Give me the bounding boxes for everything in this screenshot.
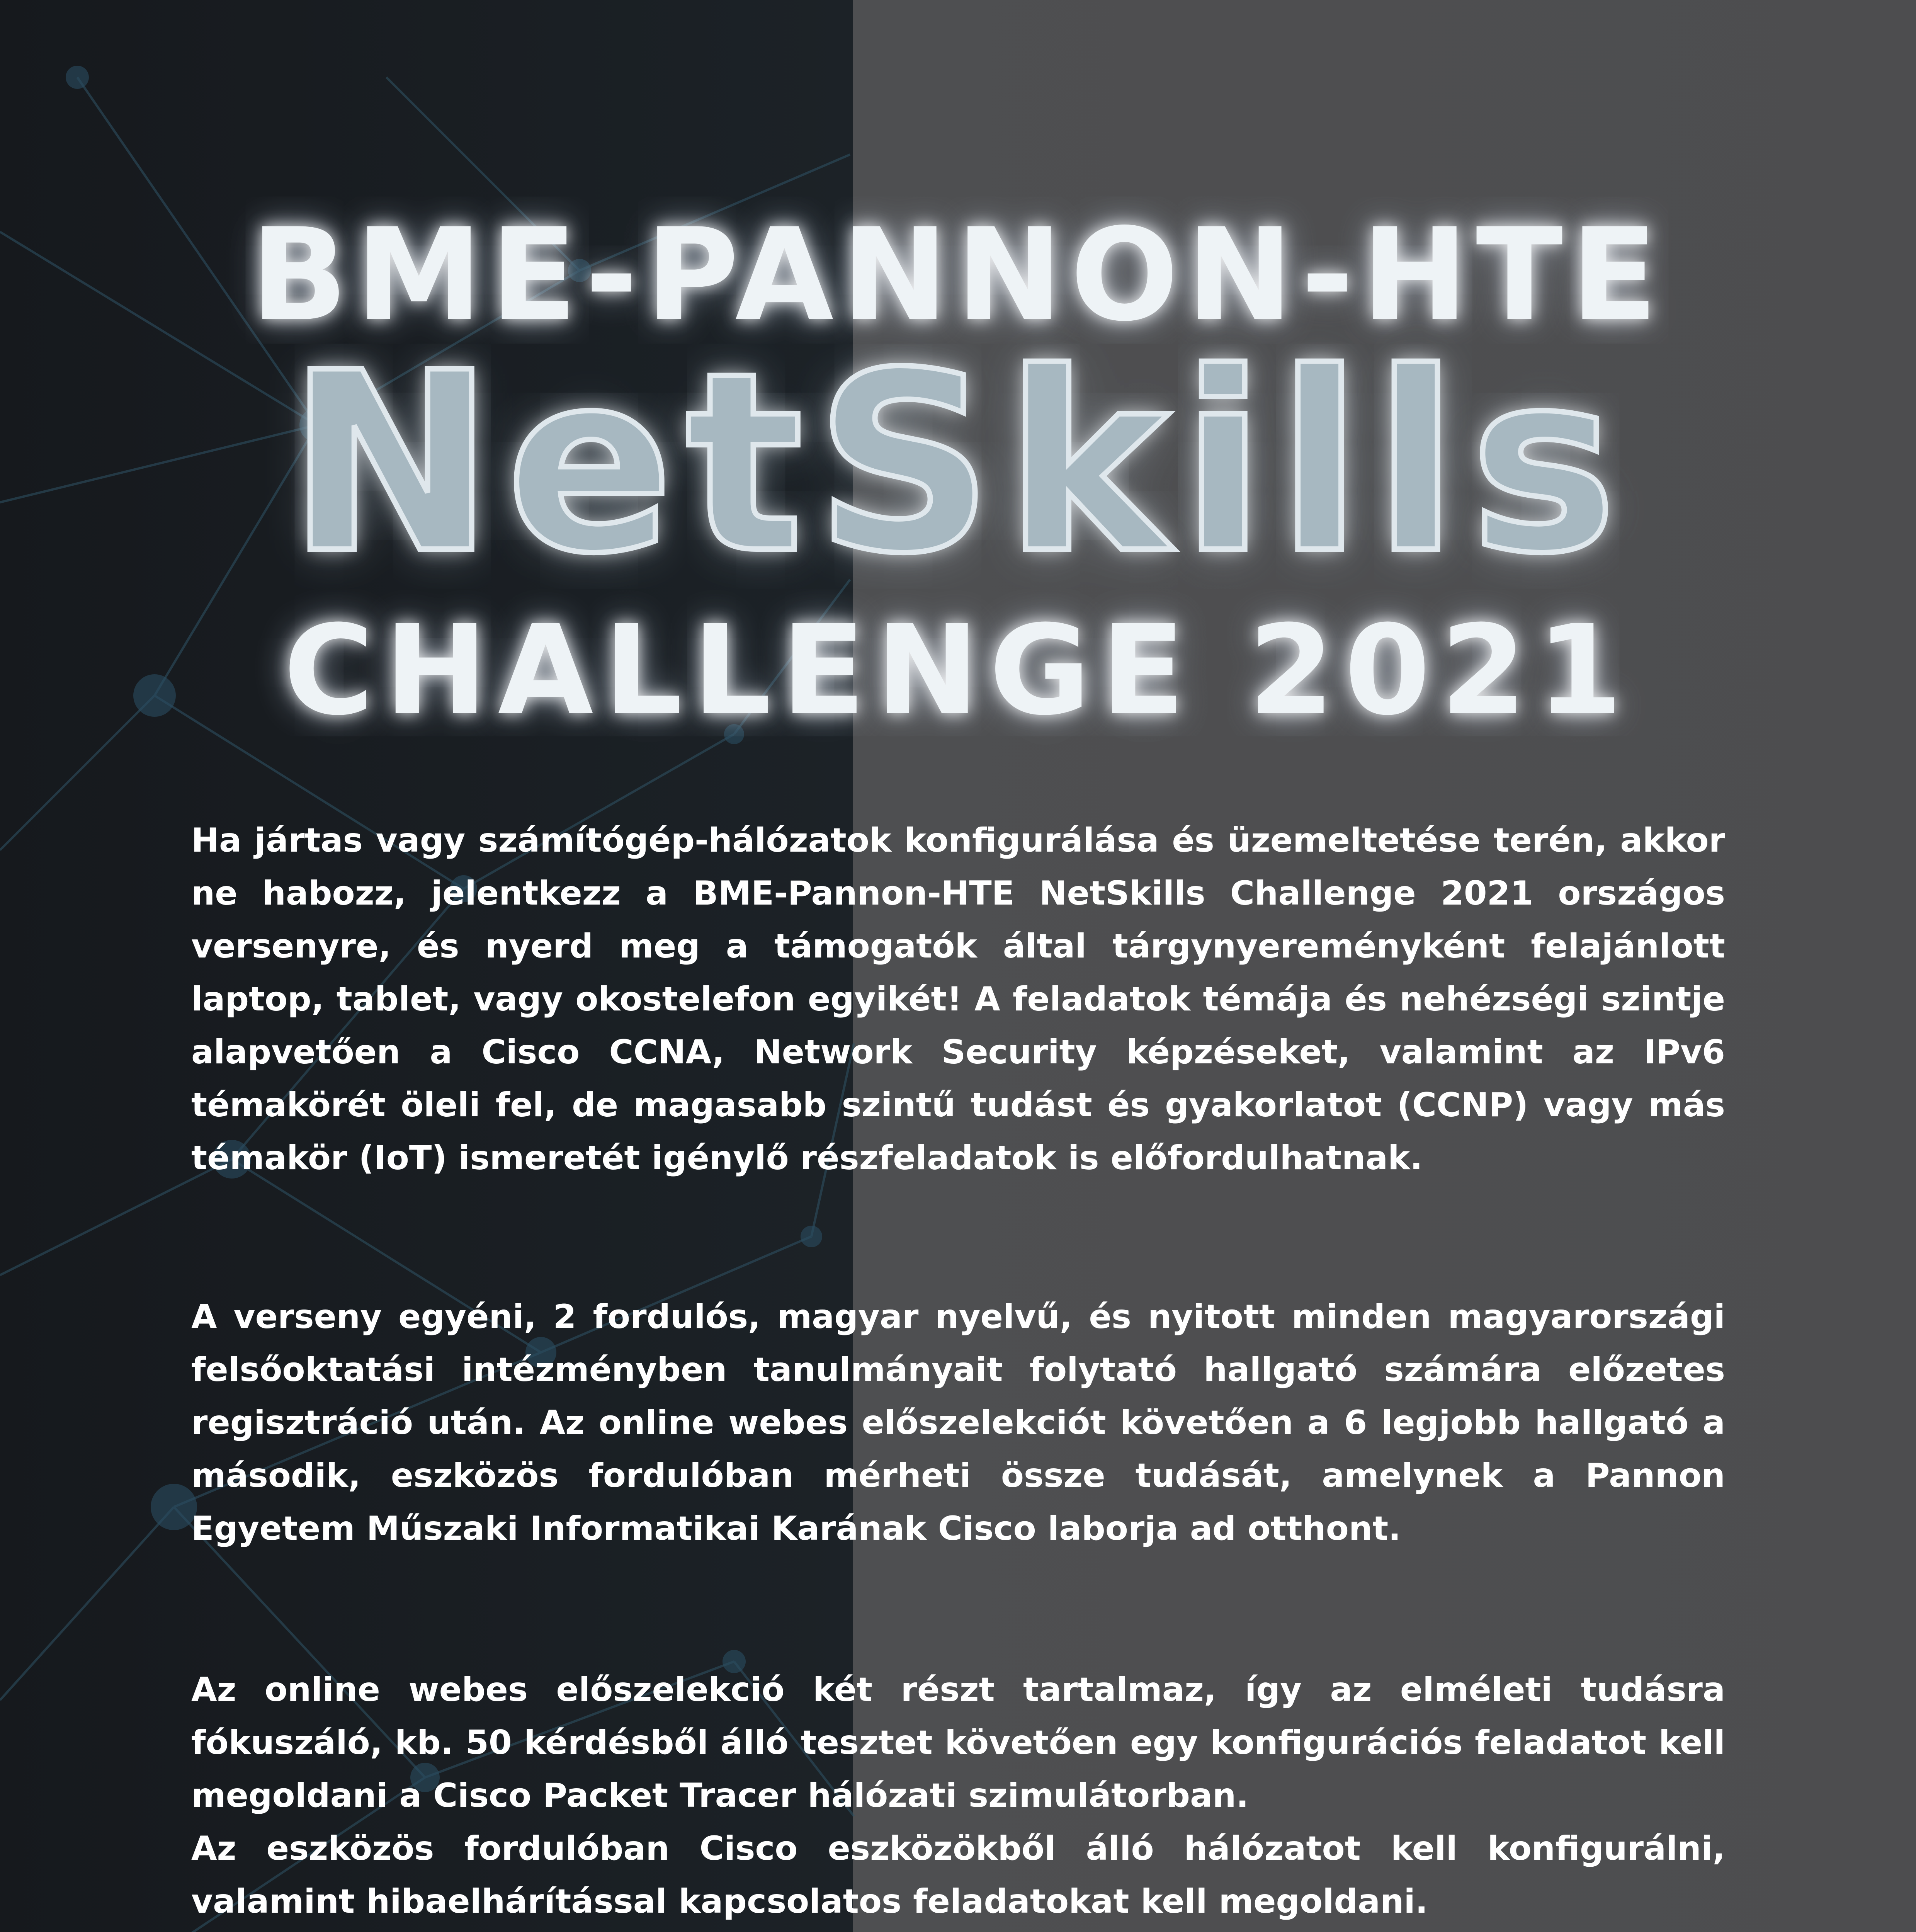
title-line-netskills: NetSkills: [287, 320, 1629, 607]
intro-paragraph: Ha jártas vagy számítógép-hálózatok konfigurálása és üzemeltetése terén, akkor ne habozz, jelentkezz a BME-Pannon-HTE NetSkills Challenge 2021 országos versenyre, és nyerd meg a támogatók által tárgynyereményként felajánlott laptop, tablet, vagy okostelefon egyikét! A feladatok témája és nehézségi szintje alapvetően a Cisco CCNA, Network Security képzéseket, valamint az IPv6 témakörét öleli fel, de magasabb szintű tudást és gyakorlatot (CCNP) vagy más témakör (IoT) ismeretét igénylő részfeladatok is előfordulhatnak.: [191, 821, 1725, 1177]
title-line-organizers: BME-PANNON-HTE: [250, 201, 1666, 349]
title-line-challenge: CHALLENGE 2021: [283, 599, 1633, 743]
competition-format-paragraph: A verseny egyéni, 2 fordulós, magyar nyelvű, és nyitott minden magyarországi felsőoktatási intézményben tanulmányait folytató hallgató számára előzetes regisztráció után. Az online webes előszelekciót követően a 6 legjobb hallgató a második, eszközös fordulóban mérheti össze tudását, amelynek a Pannon Egyetem Műszaki Informatikai Karának Cisco laborja ad otthont.: [191, 1298, 1725, 1548]
rounds-description-paragraph: Az online webes előszelekció két részt tartalmaz, így az elméleti tudásra fókuszáló, kb. 50 kérdésből álló tesztet követően egy konfigurációs feladatot kell megoldani a Cisco Packet Tracer hálózati szimulátorban. Az eszközös fordulóban Cisco eszközökből álló hálózatot kell konfigurálni, valamint hibaelhárítással kapcsolatos feladatokat kell megoldani.: [191, 1670, 1725, 1921]
